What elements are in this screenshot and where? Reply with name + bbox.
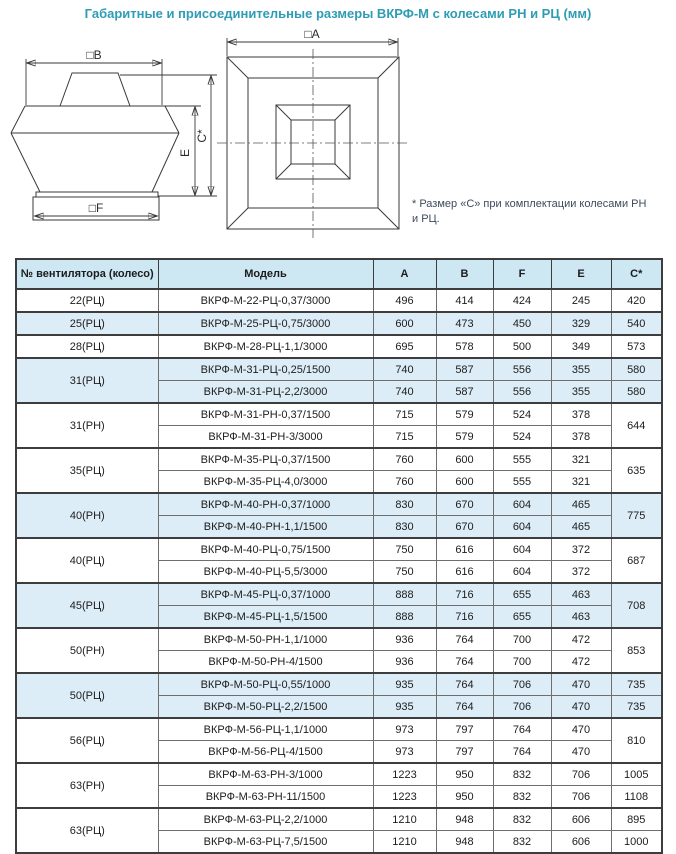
dim-f-cell: 555: [493, 448, 551, 471]
model-cell: ВКРФ-М-56-РЦ-4/1500: [158, 741, 373, 764]
dim-b-cell: 764: [436, 696, 493, 719]
wheel-number-cell: 40(РН): [16, 493, 158, 538]
dim-f-cell: 832: [493, 763, 551, 786]
table-row: [16, 403, 662, 426]
table-row: [16, 312, 662, 335]
dim-a-cell: 973: [373, 718, 436, 741]
dim-a-cell: 1223: [373, 763, 436, 786]
dim-e-cell: 378: [551, 403, 611, 426]
model-cell: ВКРФ-М-31-РН-3/3000: [158, 426, 373, 449]
dimensions-table: [15, 258, 663, 854]
table-row: [16, 628, 662, 651]
fan-top-view-drawing: [217, 27, 408, 238]
dim-e-cell: 472: [551, 628, 611, 651]
table-row: [16, 335, 662, 358]
dim-c-cell: 420: [611, 289, 662, 312]
dim-f-cell: 700: [493, 651, 551, 674]
model-cell: ВКРФ-М-56-РЦ-1,1/1000: [158, 718, 373, 741]
model-cell: ВКРФ-М-63-РЦ-2,2/1000: [158, 808, 373, 831]
model-cell: ВКРФ-М-63-РН-3/1000: [158, 763, 373, 786]
dim-f-cell: 555: [493, 471, 551, 494]
model-cell: ВКРФ-М-40-РН-0,37/1000: [158, 493, 373, 516]
dim-a-cell: 936: [373, 651, 436, 674]
wheel-number-cell: 31(РЦ): [16, 358, 158, 403]
wheel-number-cell: 25(РЦ): [16, 312, 158, 335]
dim-b-cell: 579: [436, 426, 493, 449]
dim-e-cell: 465: [551, 516, 611, 539]
dim-e-cell: 355: [551, 358, 611, 381]
model-cell: ВКРФ-М-50-РН-4/1500: [158, 651, 373, 674]
table-row: [16, 493, 662, 516]
dim-f-cell: 604: [493, 516, 551, 539]
dim-f-cell: 500: [493, 335, 551, 358]
table-row: [16, 808, 662, 831]
dim-a-cell: 760: [373, 448, 436, 471]
model-cell: ВКРФ-М-35-РЦ-0,37/1500: [158, 448, 373, 471]
dim-c-cell: 580: [611, 358, 662, 381]
dim-c-cell: 1108: [611, 786, 662, 809]
dim-a-cell: 715: [373, 426, 436, 449]
dim-c-cell: 540: [611, 312, 662, 335]
dim-a-cell: 973: [373, 741, 436, 764]
dim-f-cell: 832: [493, 808, 551, 831]
dim-f-cell: 700: [493, 628, 551, 651]
dim-b-cell: 950: [436, 786, 493, 809]
dim-e-cell: 706: [551, 786, 611, 809]
model-cell: ВКРФ-М-22-РЦ-0,37/3000: [158, 289, 373, 312]
dim-b-cell: 579: [436, 403, 493, 426]
dim-f-cell: 604: [493, 561, 551, 584]
dimension-label-a: □A: [304, 27, 320, 41]
dim-c-cell: 1000: [611, 831, 662, 854]
dim-f-cell: 556: [493, 358, 551, 381]
model-cell: ВКРФ-М-25-РЦ-0,75/3000: [158, 312, 373, 335]
table-row: [16, 673, 662, 696]
dim-e-cell: 470: [551, 718, 611, 741]
model-cell: ВКРФ-М-50-РЦ-2,2/1500: [158, 696, 373, 719]
column-header-wheel: № вентилятора (колесо): [16, 259, 158, 289]
dim-a-cell: 1210: [373, 831, 436, 854]
dim-a-cell: 935: [373, 696, 436, 719]
model-cell: ВКРФ-М-35-РЦ-4,0/3000: [158, 471, 373, 494]
dimension-label-b: □B: [86, 48, 102, 62]
dim-f-cell: 450: [493, 312, 551, 335]
dim-a-cell: 695: [373, 335, 436, 358]
footnote-size-c: * Размер «С» при комплектации колесами РН и РЦ.: [412, 198, 647, 225]
dim-c-cell: 644: [611, 403, 662, 448]
dim-b-cell: 600: [436, 471, 493, 494]
wheel-number-cell: 35(РЦ): [16, 448, 158, 493]
model-cell: ВКРФ-М-45-РЦ-0,37/1000: [158, 583, 373, 606]
dim-f-cell: 832: [493, 786, 551, 809]
dim-b-cell: 716: [436, 583, 493, 606]
model-cell: ВКРФ-М-50-РЦ-0,55/1000: [158, 673, 373, 696]
dim-c-cell: 775: [611, 493, 662, 538]
dim-e-cell: 372: [551, 538, 611, 561]
dim-a-cell: 750: [373, 561, 436, 584]
dim-b-cell: 797: [436, 741, 493, 764]
dim-b-cell: 764: [436, 673, 493, 696]
dim-f-cell: 604: [493, 493, 551, 516]
model-cell: ВКРФ-М-40-РН-1,1/1500: [158, 516, 373, 539]
dim-c-cell: 735: [611, 673, 662, 696]
dim-b-cell: 797: [436, 718, 493, 741]
column-header-f: F: [493, 259, 551, 289]
column-header-model: Модель: [158, 259, 373, 289]
table-row: [16, 448, 662, 471]
wheel-number-cell: 45(РЦ): [16, 583, 158, 628]
table-row: [16, 538, 662, 561]
dim-b-cell: 587: [436, 358, 493, 381]
dim-a-cell: 496: [373, 289, 436, 312]
table-row: [16, 583, 662, 606]
model-cell: ВКРФ-М-31-РЦ-2,2/3000: [158, 381, 373, 404]
dim-f-cell: 706: [493, 673, 551, 696]
dim-e-cell: 355: [551, 381, 611, 404]
dim-f-cell: 655: [493, 583, 551, 606]
table-row: [16, 763, 662, 786]
dim-b-cell: 670: [436, 493, 493, 516]
dim-a-cell: 600: [373, 312, 436, 335]
model-cell: ВКРФ-М-40-РЦ-5,5/3000: [158, 561, 373, 584]
dim-a-cell: 750: [373, 538, 436, 561]
wheel-number-cell: 31(РН): [16, 403, 158, 448]
page-title: Габаритные и присоединительные размеры ВКРФ-М с колесами РН и РЦ (мм): [84, 6, 592, 21]
dim-f-cell: 604: [493, 538, 551, 561]
fan-base-flange: [36, 192, 158, 197]
dim-b-cell: 764: [436, 628, 493, 651]
dim-c-cell: 810: [611, 718, 662, 763]
column-header-e: E: [551, 259, 611, 289]
dim-e-cell: 321: [551, 448, 611, 471]
dim-f-cell: 424: [493, 289, 551, 312]
dim-a-cell: 760: [373, 471, 436, 494]
dim-e-cell: 349: [551, 335, 611, 358]
dim-e-cell: 329: [551, 312, 611, 335]
dim-b-cell: 716: [436, 606, 493, 629]
dim-b-cell: 414: [436, 289, 493, 312]
column-header-c: C*: [611, 259, 662, 289]
dim-f-cell: 524: [493, 426, 551, 449]
dimension-label-c: C*: [195, 129, 209, 143]
dim-c-cell: 1005: [611, 763, 662, 786]
dim-e-cell: 470: [551, 696, 611, 719]
dim-e-cell: 372: [551, 561, 611, 584]
model-cell: ВКРФ-М-31-РЦ-0,25/1500: [158, 358, 373, 381]
wheel-number-cell: 22(РЦ): [16, 289, 158, 312]
dim-e-cell: 321: [551, 471, 611, 494]
dim-c-cell: 853: [611, 628, 662, 673]
dim-c-cell: 635: [611, 448, 662, 493]
wheel-number-cell: 63(РЦ): [16, 808, 158, 853]
dim-e-cell: 463: [551, 583, 611, 606]
dim-a-cell: 1223: [373, 786, 436, 809]
model-cell: ВКРФ-М-63-РЦ-7,5/1500: [158, 831, 373, 854]
dim-a-cell: 936: [373, 628, 436, 651]
dim-a-cell: 715: [373, 403, 436, 426]
dim-f-cell: 832: [493, 831, 551, 854]
model-cell: ВКРФ-М-50-РН-1,1/1000: [158, 628, 373, 651]
dim-e-cell: 465: [551, 493, 611, 516]
dim-b-cell: 670: [436, 516, 493, 539]
model-cell: ВКРФ-М-28-РЦ-1,1/3000: [158, 335, 373, 358]
dim-b-cell: 600: [436, 448, 493, 471]
wheel-number-cell: 50(РН): [16, 628, 158, 673]
model-cell: ВКРФ-М-45-РЦ-1,5/1500: [158, 606, 373, 629]
dim-a-cell: 830: [373, 516, 436, 539]
table-header-row: [16, 259, 662, 289]
dim-e-cell: 472: [551, 651, 611, 674]
fan-motor-cap: [60, 73, 130, 106]
dim-e-cell: 606: [551, 831, 611, 854]
dim-e-cell: 463: [551, 606, 611, 629]
table-row: [16, 289, 662, 312]
column-header-b: B: [436, 259, 493, 289]
dim-b-cell: 948: [436, 808, 493, 831]
model-cell: ВКРФ-М-31-РН-0,37/1500: [158, 403, 373, 426]
model-cell: ВКРФ-М-63-РН-11/1500: [158, 786, 373, 809]
dim-c-cell: 687: [611, 538, 662, 583]
wheel-number-cell: 50(РЦ): [16, 673, 158, 718]
dim-f-cell: 764: [493, 741, 551, 764]
column-header-a: A: [373, 259, 436, 289]
dim-a-cell: 888: [373, 606, 436, 629]
dim-f-cell: 655: [493, 606, 551, 629]
model-cell: ВКРФ-М-40-РЦ-0,75/1500: [158, 538, 373, 561]
dim-a-cell: 1210: [373, 808, 436, 831]
dim-c-cell: 708: [611, 583, 662, 628]
dim-e-cell: 606: [551, 808, 611, 831]
wheel-number-cell: 28(РЦ): [16, 335, 158, 358]
table-row: [16, 358, 662, 381]
dim-a-cell: 935: [373, 673, 436, 696]
dim-c-cell: 895: [611, 808, 662, 831]
dim-e-cell: 470: [551, 673, 611, 696]
dim-f-cell: 524: [493, 403, 551, 426]
dim-b-cell: 578: [436, 335, 493, 358]
dim-e-cell: 470: [551, 741, 611, 764]
dim-c-cell: 573: [611, 335, 662, 358]
dim-f-cell: 764: [493, 718, 551, 741]
dim-b-cell: 950: [436, 763, 493, 786]
dim-b-cell: 616: [436, 538, 493, 561]
dimensions-table-container: [15, 258, 663, 854]
dim-a-cell: 830: [373, 493, 436, 516]
dimension-label-f: □F: [88, 201, 104, 215]
dim-b-cell: 764: [436, 651, 493, 674]
dim-b-cell: 473: [436, 312, 493, 335]
dim-f-cell: 706: [493, 696, 551, 719]
dim-b-cell: 587: [436, 381, 493, 404]
dim-b-cell: 948: [436, 831, 493, 854]
size-table-body: [16, 289, 662, 853]
dim-e-cell: 245: [551, 289, 611, 312]
wheel-number-cell: 40(РЦ): [16, 538, 158, 583]
fan-side-view-drawing: [11, 48, 217, 220]
dimension-label-e: E: [178, 148, 192, 158]
dim-c-cell: 580: [611, 381, 662, 404]
dim-a-cell: 888: [373, 583, 436, 606]
wheel-number-cell: 63(РН): [16, 763, 158, 808]
dim-a-cell: 740: [373, 381, 436, 404]
dim-a-cell: 740: [373, 358, 436, 381]
dim-c-cell: 735: [611, 696, 662, 719]
dim-b-cell: 616: [436, 561, 493, 584]
dim-e-cell: 378: [551, 426, 611, 449]
dim-f-cell: 556: [493, 381, 551, 404]
dim-e-cell: 706: [551, 763, 611, 786]
wheel-number-cell: 56(РЦ): [16, 718, 158, 763]
table-row: [16, 718, 662, 741]
